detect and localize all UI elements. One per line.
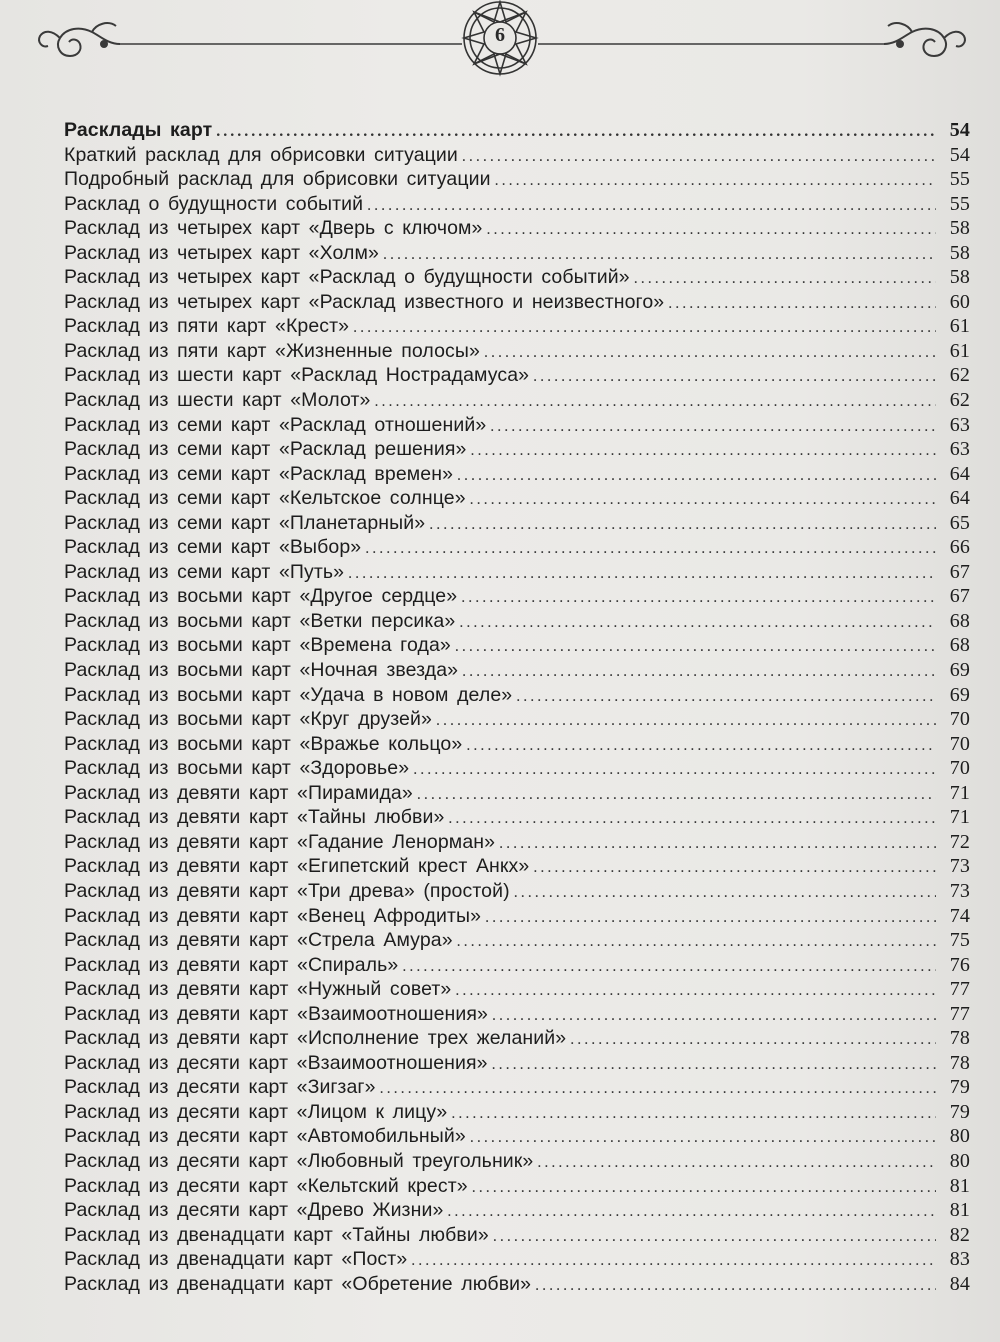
toc-entry-title: Расклад из девяти карт «Взаимоотношения»	[64, 1002, 489, 1025]
toc-dot-leader	[374, 390, 936, 415]
toc-dot-leader	[570, 1028, 936, 1053]
toc-dot-leader	[457, 930, 936, 955]
toc-entry-page: 78	[949, 1027, 970, 1050]
toc-entry-title: Расклад из десяти карт «Автомобильный»	[64, 1125, 466, 1148]
toc-entry	[58, 413, 970, 438]
toc-dot-leader	[429, 513, 936, 538]
toc-entry	[58, 953, 970, 978]
toc-entry-page: 61	[949, 315, 970, 338]
toc-entry	[58, 535, 970, 560]
toc-entry-page: 60	[949, 290, 970, 313]
toc-entry-page: 80	[949, 1125, 970, 1148]
toc-dot-leader	[436, 709, 936, 734]
toc-entry-title: Расклад из пяти карт «Крест»	[64, 315, 350, 338]
toc-entry-page: 63	[949, 413, 970, 436]
toc-entry-page: 66	[949, 536, 970, 559]
toc-entry-title: Расклад из четырех карт «Дверь с ключом»	[64, 217, 483, 240]
toc-entry-title: Расклад из десяти карт «Лицом к лицу»	[64, 1100, 448, 1123]
toc-entry-title: Расклад о будущности событий	[64, 192, 364, 215]
toc-entry-title: Краткий расклад для обрисовки ситуации	[64, 143, 458, 166]
toc-dot-leader	[533, 856, 936, 881]
toc-dot-leader	[486, 218, 936, 243]
toc-entry-page: 58	[949, 266, 970, 289]
toc-entry	[58, 241, 970, 266]
toc-entry	[58, 1002, 970, 1027]
toc-dot-leader	[367, 194, 936, 219]
toc-entry-page: 64	[949, 487, 970, 510]
toc-dot-leader	[451, 1102, 936, 1127]
toc-entry	[58, 830, 970, 855]
toc-entry-title: Расклад из четырех карт «Холм»	[64, 241, 379, 264]
toc-entry-title: Расклад из девяти карт «Спираль»	[64, 953, 399, 976]
toc-entry	[58, 683, 970, 708]
toc-entry	[58, 265, 970, 290]
toc-entry-title: Расклад из шести карт «Молот»	[64, 389, 371, 412]
toc-entry	[58, 363, 970, 388]
toc-entry	[58, 1124, 970, 1149]
toc-entry-page: 79	[949, 1100, 970, 1123]
toc-entry-page: 81	[949, 1199, 970, 1222]
toc-dot-leader	[668, 292, 936, 317]
toc-entry-title: Расклад из восьми карт «Вражье кольцо»	[64, 732, 463, 755]
toc-entry	[58, 339, 970, 364]
toc-entry-title: Расклад из восьми карт «Другое сердце»	[64, 585, 458, 608]
toc-entry-title: Расклад из восьми карт «Здоровье»	[64, 757, 410, 780]
toc-entry-page: 69	[949, 683, 970, 706]
toc-entry-title: Расклад из семи карт «Расклад времен»	[64, 462, 454, 485]
toc-dot-leader	[447, 1200, 936, 1225]
toc-entry-title: Расклад из семи карт «Кельтское солнце»	[64, 487, 466, 510]
toc-entry-title: Расклад из семи карт «Путь»	[64, 560, 345, 583]
toc-entry-page: 61	[949, 339, 970, 362]
toc-dot-leader	[537, 1151, 936, 1176]
toc-dot-leader	[470, 488, 936, 513]
page-number: 6	[495, 24, 505, 46]
toc-entry-title: Расклад из четырех карт «Расклад о будущности событий»	[64, 266, 630, 289]
toc-entry-page: 62	[949, 364, 970, 387]
page-header	[0, 0, 1000, 110]
toc-dot-leader	[461, 586, 936, 611]
toc-entry	[58, 732, 970, 757]
toc-dot-leader	[492, 1004, 936, 1029]
toc-entry-page: 68	[949, 609, 970, 632]
toc-dot-leader	[514, 881, 936, 906]
toc-entry-title: Расклад из восьми карт «Времена года»	[64, 634, 451, 657]
toc-entry-title: Расклад из девяти карт «Тайны любви»	[64, 806, 445, 829]
toc-entry-page: 58	[949, 241, 970, 264]
toc-entry-title: Расклады карт	[64, 119, 213, 141]
toc-entry	[58, 437, 970, 462]
toc-entry	[58, 1223, 970, 1248]
toc-entry	[58, 1272, 970, 1297]
toc-entry-page: 82	[949, 1223, 970, 1246]
toc-dot-leader	[634, 267, 936, 292]
toc-entry-page: 77	[949, 1002, 970, 1025]
toc-dot-leader	[365, 537, 936, 562]
toc-entry	[58, 167, 970, 192]
toc-entry-title: Расклад из девяти карт «Три древа» (простой)	[64, 879, 510, 902]
toc-entry	[58, 511, 970, 536]
toc-entry-page: 55	[949, 168, 970, 191]
toc-entry	[58, 1149, 970, 1174]
toc-dot-leader	[459, 611, 936, 636]
toc-entry	[58, 560, 970, 585]
toc-entry	[58, 756, 970, 781]
header-ornament-icon	[0, 0, 1000, 110]
toc-section-heading	[58, 118, 970, 143]
toc-entry-page: 74	[949, 904, 970, 927]
toc-entry-page: 69	[949, 659, 970, 682]
toc-entry	[58, 805, 970, 830]
toc-entry-title: Расклад из двенадцати карт «Пост»	[64, 1248, 408, 1271]
toc-dot-leader	[466, 734, 936, 759]
toc-dot-leader	[348, 562, 936, 587]
toc-entry-title: Подробный расклад для обрисовки ситуации	[64, 168, 491, 191]
toc-dot-leader	[484, 341, 936, 366]
toc-entry-title: Расклад из семи карт «Выбор»	[64, 536, 362, 559]
toc-entry-page: 75	[949, 929, 970, 952]
toc-entry-page: 77	[949, 978, 970, 1001]
toc-dot-leader	[485, 906, 936, 931]
toc-dot-leader	[470, 1126, 936, 1151]
toc-entry-title: Расклад из семи карт «Расклад решения»	[64, 438, 467, 461]
toc-entry-title: Расклад из девяти карт «Египетский крест Анкх»	[64, 855, 530, 878]
toc-entry	[58, 1174, 970, 1199]
toc-entry	[58, 904, 970, 929]
toc-entry	[58, 1198, 970, 1223]
toc-dot-leader	[380, 1077, 936, 1102]
toc-entry-page: 70	[949, 732, 970, 755]
toc-entry	[58, 1051, 970, 1076]
toc-entry-title: Расклад из десяти карт «Любовный треугольник»	[64, 1149, 534, 1172]
toc-entry-title: Расклад из девяти карт «Исполнение трех желаний»	[64, 1027, 567, 1050]
toc-entry-page: 65	[949, 511, 970, 534]
toc-dot-leader	[383, 243, 936, 268]
table-of-contents	[58, 118, 970, 1296]
toc-entry-page: 54	[949, 119, 970, 141]
toc-dot-leader	[457, 464, 936, 489]
toc-entry-page: 73	[949, 855, 970, 878]
toc-entry-page: 64	[949, 462, 970, 485]
toc-entry-title: Расклад из девяти карт «Пирамида»	[64, 781, 413, 804]
toc-dot-leader	[493, 1225, 936, 1250]
toc-dot-leader	[499, 832, 936, 857]
toc-entry	[58, 1247, 970, 1272]
toc-entry-page: 72	[949, 830, 970, 853]
toc-entry-title: Расклад из девяти карт «Стрела Амура»	[64, 929, 453, 952]
toc-entry-title: Расклад из девяти карт «Гадание Ленорман»	[64, 830, 496, 853]
toc-dot-leader	[470, 439, 936, 464]
toc-entry	[58, 879, 970, 904]
toc-entry	[58, 462, 970, 487]
toc-dot-leader	[462, 660, 936, 685]
toc-entry-page: 63	[949, 438, 970, 461]
toc-entry-title: Расклад из пяти карт «Жизненные полосы»	[64, 339, 480, 362]
toc-dot-leader	[472, 1176, 936, 1201]
toc-entry-title: Расклад из девяти карт «Нужный совет»	[64, 978, 452, 1001]
toc-entry-title: Расклад из десяти карт «Взаимоотношения»	[64, 1051, 488, 1074]
toc-entry	[58, 854, 970, 879]
toc-entry	[58, 977, 970, 1002]
toc-entry	[58, 781, 970, 806]
toc-entry-page: 71	[949, 781, 970, 804]
toc-entry-page: 68	[949, 634, 970, 657]
toc-entry-title: Расклад из шести карт «Расклад Нострадамуса»	[64, 364, 530, 387]
toc-entry	[58, 1075, 970, 1100]
toc-entry-page: 67	[949, 560, 970, 583]
toc-entry	[58, 314, 970, 339]
toc-entry-page: 55	[949, 192, 970, 215]
toc-entry-title: Расклад из девяти карт «Венец Афродиты»	[64, 904, 482, 927]
toc-dot-leader	[455, 635, 936, 660]
toc-entry-title: Расклад из двенадцати карт «Тайны любви»	[64, 1223, 489, 1246]
toc-entry-page: 83	[949, 1248, 970, 1271]
toc-entry	[58, 707, 970, 732]
toc-entry-page: 78	[949, 1051, 970, 1074]
toc-entry-title: Расклад из восьми карт «Удача в новом деле»	[64, 683, 513, 706]
toc-entry-title: Расклад из четырех карт «Расклад известного и неизвестного»	[64, 290, 665, 313]
toc-entry-page: 80	[949, 1149, 970, 1172]
toc-dot-leader	[413, 758, 936, 783]
toc-entry-title: Расклад из десяти карт «Зигзаг»	[64, 1076, 376, 1099]
toc-entry-title: Расклад из восьми карт «Ветки персика»	[64, 609, 456, 632]
toc-dot-leader	[533, 365, 936, 390]
toc-dot-leader	[462, 145, 936, 170]
toc-dot-leader	[417, 783, 936, 808]
toc-entry-title: Расклад из двенадцати карт «Обретение любви»	[64, 1272, 532, 1295]
toc-entry-title: Расклад из восьми карт «Ночная звезда»	[64, 659, 459, 682]
toc-entry	[58, 633, 970, 658]
toc-entry-page: 62	[949, 389, 970, 412]
toc-dot-leader	[490, 415, 936, 440]
toc-entry	[58, 1026, 970, 1051]
toc-entry-page: 58	[949, 217, 970, 240]
toc-dot-leader	[353, 316, 936, 341]
toc-dot-leader	[402, 955, 936, 980]
toc-entry-page: 70	[949, 708, 970, 731]
toc-entry	[58, 290, 970, 315]
toc-entry-title: Расклад из десяти карт «Кельтский крест»	[64, 1174, 468, 1197]
toc-entry	[58, 216, 970, 241]
toc-dot-leader	[535, 1274, 936, 1299]
toc-entry	[58, 584, 970, 609]
toc-entry-page: 71	[949, 806, 970, 829]
toc-entry	[58, 1100, 970, 1125]
toc-entry-page: 81	[949, 1174, 970, 1197]
toc-entry-page: 67	[949, 585, 970, 608]
toc-entry-page: 76	[949, 953, 970, 976]
toc-dot-leader	[495, 169, 936, 194]
toc-dot-leader	[216, 120, 936, 145]
toc-entry-page: 84	[949, 1272, 970, 1295]
toc-dot-leader	[492, 1053, 936, 1078]
toc-entry	[58, 609, 970, 634]
toc-entry	[58, 658, 970, 683]
toc-entry-title: Расклад из семи карт «Расклад отношений»	[64, 413, 487, 436]
toc-entry-page: 79	[949, 1076, 970, 1099]
toc-entry	[58, 486, 970, 511]
toc-entry	[58, 143, 970, 168]
toc-entry-page: 70	[949, 757, 970, 780]
toc-dot-leader	[448, 807, 936, 832]
toc-entry	[58, 928, 970, 953]
toc-entry	[58, 388, 970, 413]
toc-entry	[58, 192, 970, 217]
toc-entry-title: Расклад из семи карт «Планетарный»	[64, 511, 426, 534]
toc-dot-leader	[516, 685, 936, 710]
toc-entry-title: Расклад из десяти карт «Древо Жизни»	[64, 1199, 444, 1222]
toc-dot-leader	[411, 1249, 936, 1274]
toc-dot-leader	[455, 979, 936, 1004]
toc-entry-title: Расклад из восьми карт «Круг друзей»	[64, 708, 432, 731]
toc-entry-page: 73	[949, 879, 970, 902]
toc-entry-page: 54	[949, 143, 970, 166]
